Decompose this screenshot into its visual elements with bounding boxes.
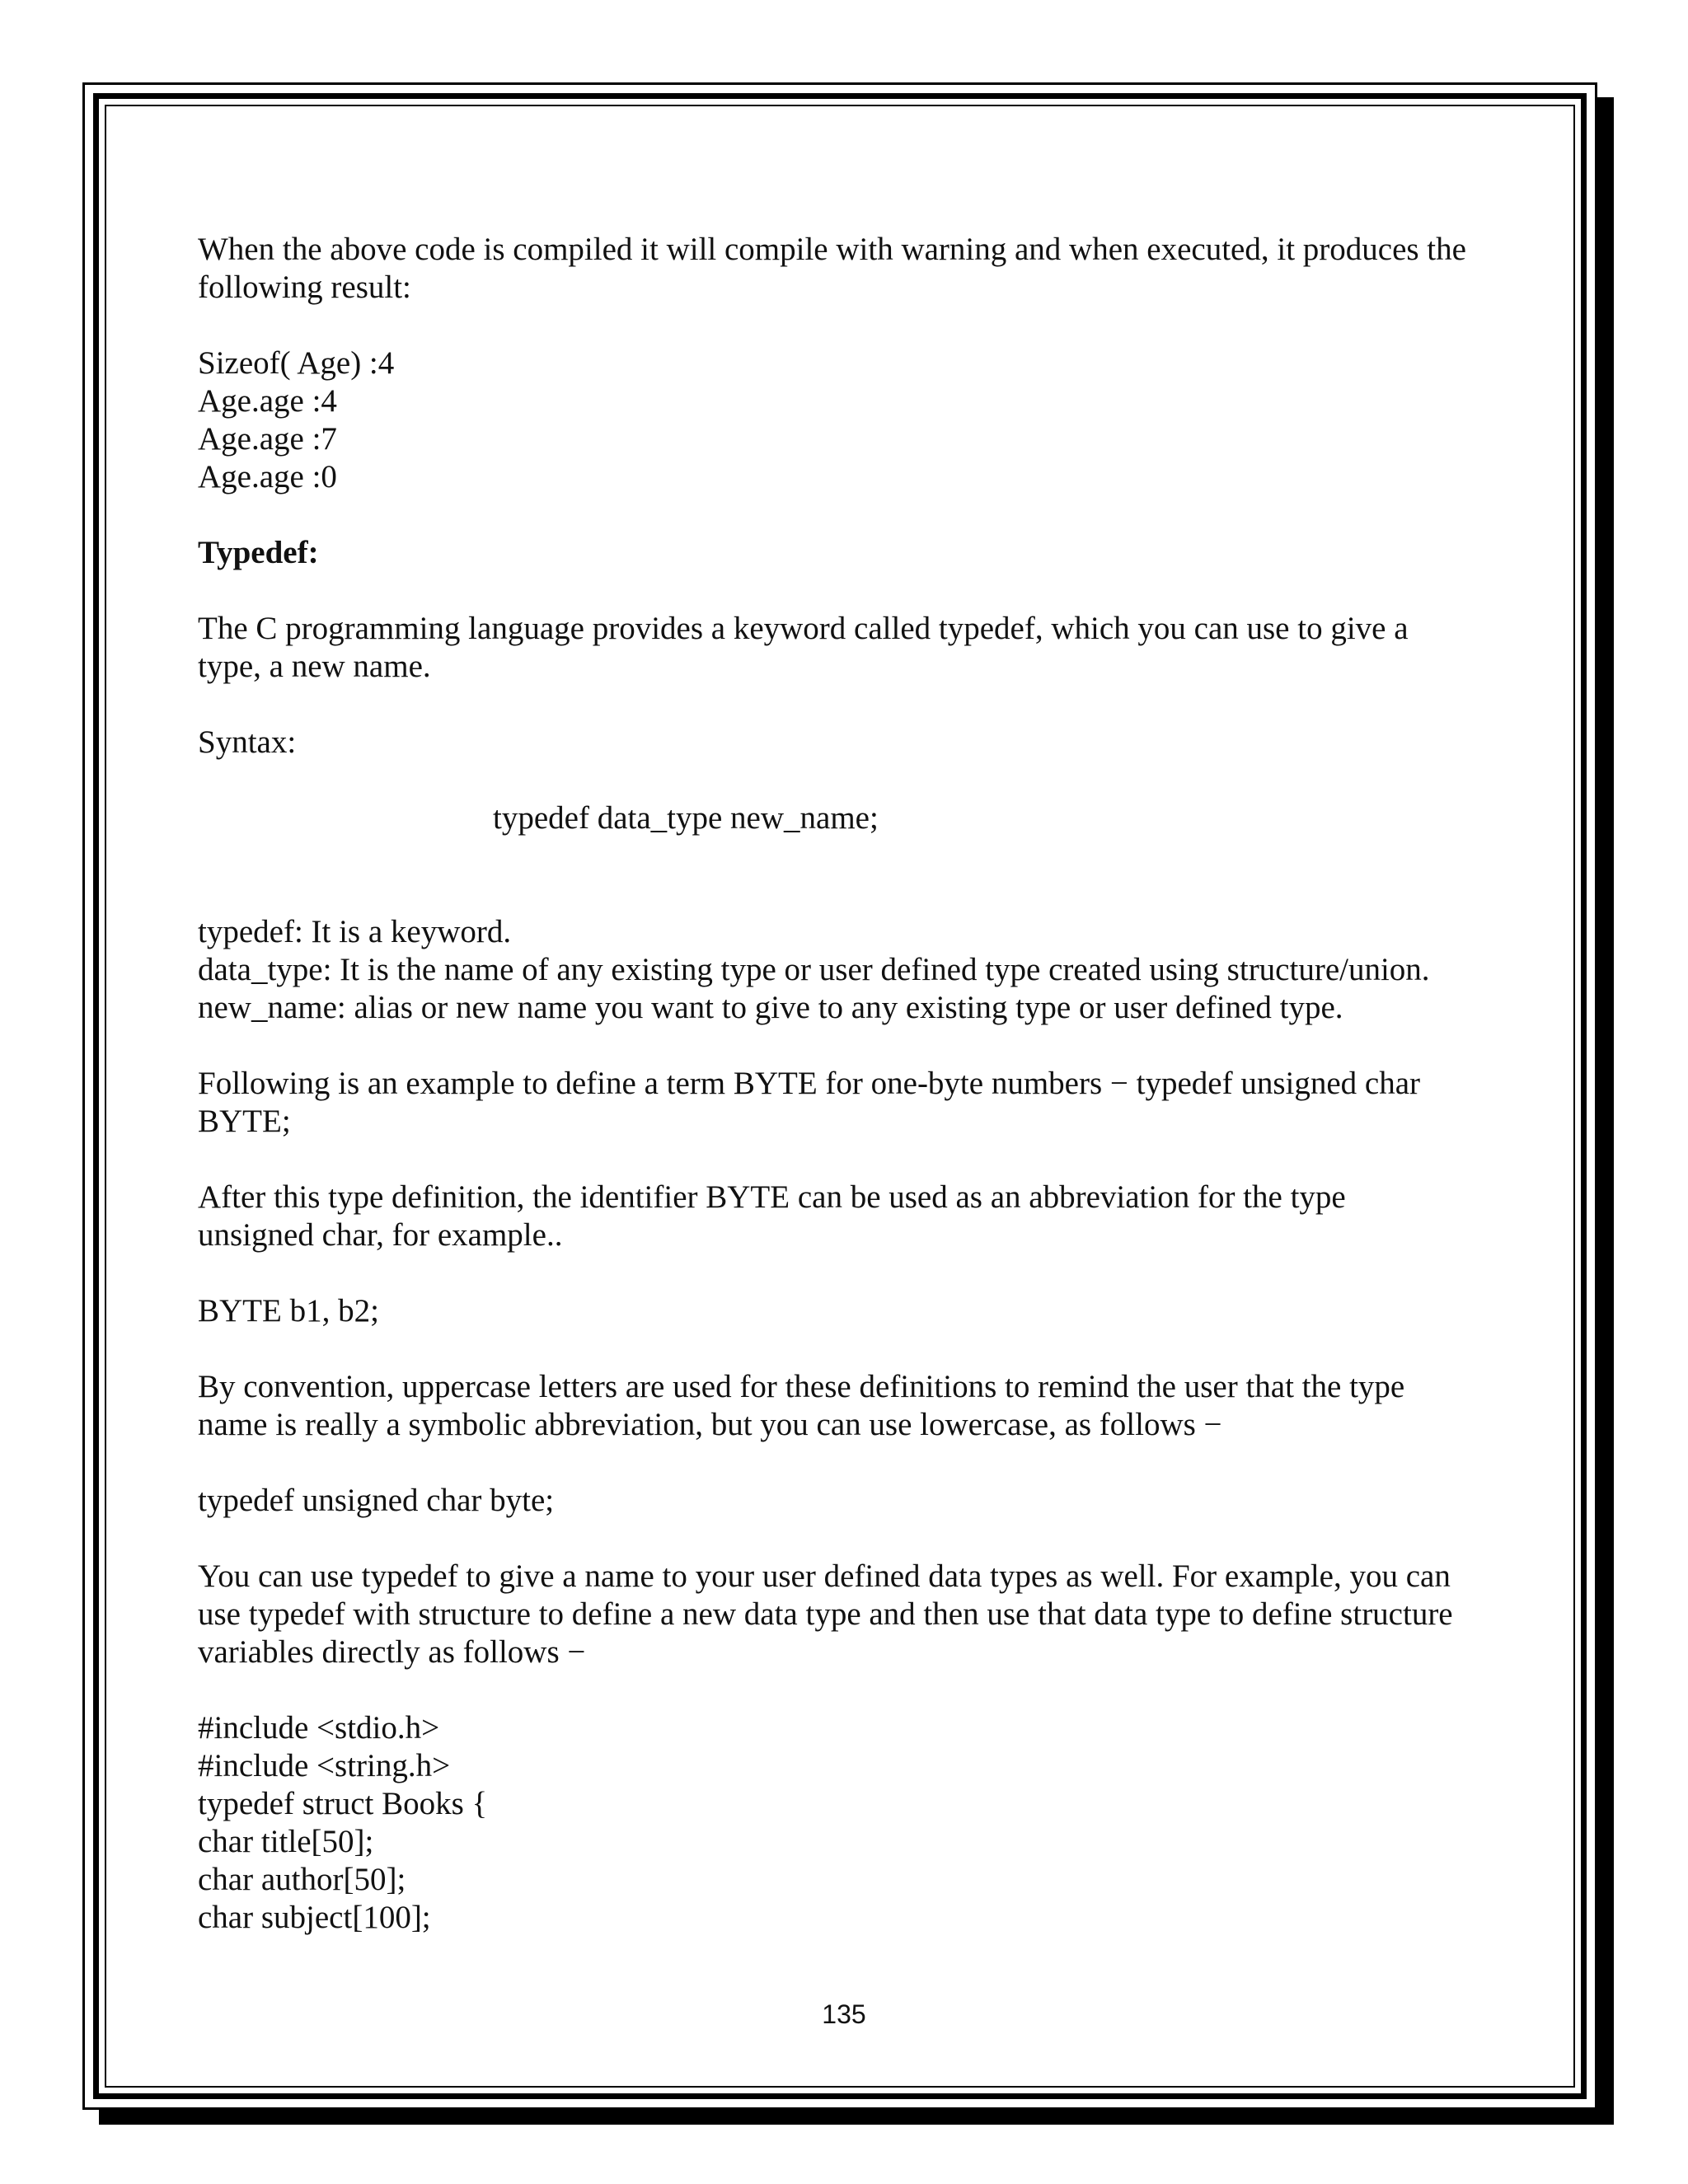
lowercase-example: typedef unsigned char byte;	[198, 1483, 555, 1518]
output-line: Sizeof( Age) :4	[198, 345, 395, 381]
output-line: Age.age :4	[198, 383, 337, 419]
section-heading: Typedef:	[198, 535, 319, 570]
code-line: char author[50];	[198, 1862, 406, 1897]
definition-item: data_type: It is the name of any existing type or user defined type created using structure/union.	[198, 952, 1430, 987]
output-line: Age.age :7	[198, 421, 337, 457]
byte-example-paragraph: Following is an example to define a term BYTE for one-byte numbers − typedef unsigned char BYTE;	[198, 1066, 1421, 1139]
output-line: Age.age :0	[198, 459, 337, 494]
syntax-line: typedef data_type new_name;	[493, 800, 879, 836]
definition-item: new_name: alias or new name you want to give to any existing type or user defined type.	[198, 990, 1343, 1025]
typedef-description: The C programming language provides a keyword called typedef, which you can use to give a type, a new name.	[198, 611, 1409, 684]
code-line: #include <stdio.h>	[198, 1710, 440, 1746]
byte-declaration: BYTE b1, b2;	[198, 1293, 379, 1329]
definition-item: typedef: It is a keyword.	[198, 914, 512, 949]
convention-paragraph: By convention, uppercase letters are used for these definitions to remind the user that the type name is really a symbolic abbreviation, but you can use lowercase, as follows −	[198, 1369, 1405, 1442]
output-block	[198, 344, 1467, 496]
code-line: char title[50];	[198, 1824, 374, 1859]
after-definition-paragraph: After this type definition, the identifier BYTE can be used as an abbreviation for the type unsigned char, for example..	[198, 1179, 1346, 1253]
struct-intro-paragraph: You can use typedef to give a name to your user defined data types as well. For example, you can use typedef with structure to define a new data type and then use that data type to define structure variables directly as follows −	[198, 1558, 1453, 1670]
code-line: typedef struct Books {	[198, 1786, 488, 1821]
code-block	[198, 1709, 1467, 1937]
intro-paragraph: When the above code is compiled it will compile with warning and when executed, it produces the following result:	[198, 232, 1466, 305]
definition-list	[198, 913, 1467, 1027]
code-line: #include <string.h>	[198, 1748, 451, 1783]
syntax-label: Syntax:	[198, 724, 297, 760]
page-number: 135	[822, 1999, 866, 2029]
code-line: char subject[100];	[198, 1900, 431, 1935]
page-content	[198, 231, 1467, 1937]
